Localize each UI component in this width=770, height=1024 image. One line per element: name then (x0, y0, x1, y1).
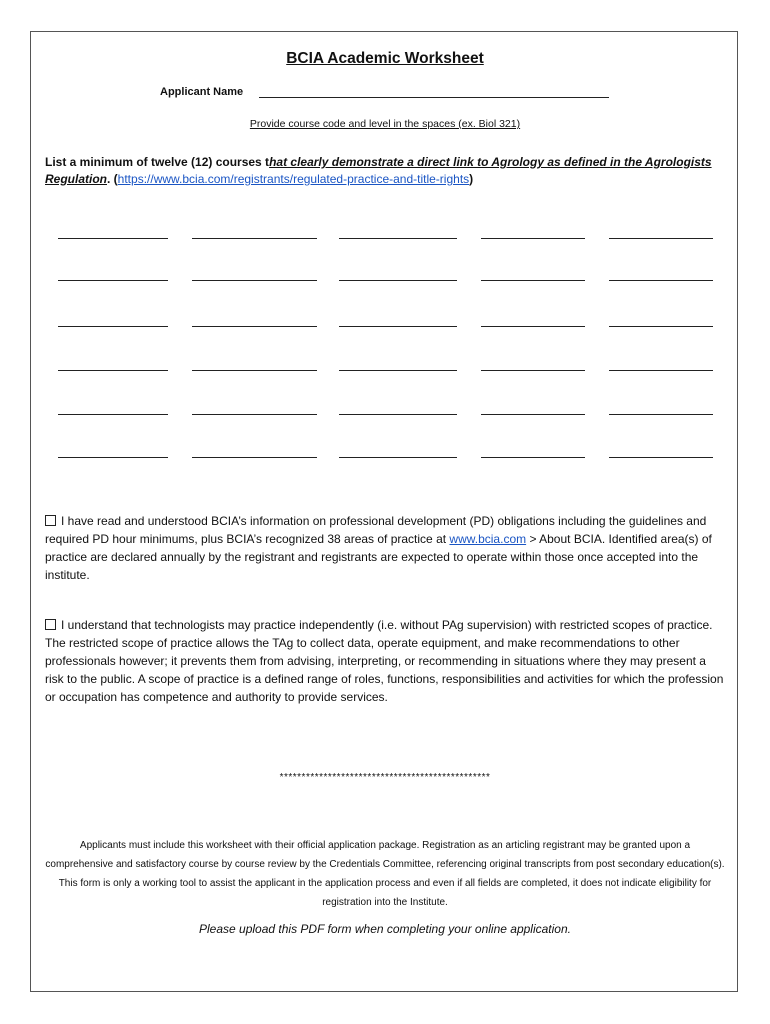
course-entry-field[interactable] (481, 370, 585, 371)
course-entry-field[interactable] (481, 326, 585, 327)
course-entry-field[interactable] (339, 370, 457, 371)
technologist-scope-checkbox[interactable] (45, 619, 56, 630)
course-entry-field[interactable] (58, 370, 168, 371)
applicant-name-row (160, 86, 609, 98)
course-entry-field[interactable] (339, 414, 457, 415)
technologist-scope-declaration (45, 616, 725, 706)
course-entry-field[interactable] (58, 457, 168, 458)
course-requirement (45, 154, 735, 188)
course-code-instruction: Provide course code and level in the spaces (ex. Biol 321) (249, 118, 521, 130)
course-entry-field[interactable] (339, 280, 457, 281)
course-entry-field[interactable] (481, 238, 585, 239)
course-entry-field[interactable] (192, 280, 317, 281)
section-separator: ************************************************ (279, 772, 491, 783)
requirement-emphasis: hat clearly demonstrate a direct link to Agrology as defined in the Agrologists Regulation (45, 155, 712, 186)
course-entry-field[interactable] (192, 414, 317, 415)
course-entry-field[interactable] (481, 414, 585, 415)
course-entry-field[interactable] (609, 414, 713, 415)
course-entry-field[interactable] (192, 238, 317, 239)
course-entry-field[interactable] (339, 238, 457, 239)
course-entry-field[interactable] (58, 238, 168, 239)
pd-obligations-checkbox[interactable] (45, 515, 56, 526)
bcia-website-link[interactable]: www.bcia.com (449, 532, 527, 546)
upload-instruction: Please upload this PDF form when completing your online application. (199, 922, 571, 936)
course-entry-field[interactable] (339, 457, 457, 458)
course-entry-field[interactable] (192, 326, 317, 327)
pd-obligations-declaration (45, 512, 725, 584)
course-entry-field[interactable] (481, 280, 585, 281)
requirement-suffix: ) (469, 172, 474, 186)
course-entry-field[interactable] (58, 280, 168, 281)
page-title: BCIA Academic Worksheet (286, 50, 484, 67)
course-entry-field[interactable] (192, 370, 317, 371)
course-entry-field[interactable] (481, 457, 585, 458)
application-footer-note: Applicants must include this worksheet with their official application package. Registration as an articling registrant may be granted upon a comprehensive and satisfactory course by course review by the Credentials Committee, referencing original transcripts from post secondary education(s). This form is only a working tool to assist the applicant in the application process and even if all fields are completed, it does not indicate eligibility for registration into the Institute. (45, 840, 725, 908)
applicant-name-label: Applicant Name (160, 86, 244, 98)
pd-declaration-text: I have read and understood BCIA’s information on professional development (PD) obligations including the guidelines and required PD hour minimums, plus BCIA’s recognized 38 areas of practice at (45, 514, 707, 546)
course-entry-field[interactable] (192, 457, 317, 458)
course-entry-field[interactable] (339, 326, 457, 327)
requirement-prefix: List a minimum of twelve (12) courses t (45, 155, 270, 169)
course-entry-field[interactable] (58, 414, 168, 415)
course-entry-field[interactable] (609, 280, 713, 281)
applicant-name-field[interactable] (259, 87, 609, 98)
course-entry-field[interactable] (58, 326, 168, 327)
requirement-separator: . ( (107, 172, 118, 186)
course-entry-field[interactable] (609, 457, 713, 458)
course-entry-field[interactable] (609, 238, 713, 239)
scope-declaration-text: I understand that technologists may practice independently (i.e. without PAg supervision) with restricted scopes of practice. The restricted scope of practice allows the TAg to collect data, operate equipment, and make recommendations to other professionals however; it prevents them from advising, interpreting, or recommending in situations where they may present a risk to the public. A scope of practice is a defined range of roles, functions, responsibilities and activities for which the profession or occupation has competence and authority to provide services. (45, 618, 724, 704)
course-entry-field[interactable] (609, 370, 713, 371)
course-entry-field[interactable] (609, 326, 713, 327)
regulated-practice-link[interactable]: https://www.bcia.com/registrants/regulated-practice-and-title-rights (117, 172, 470, 186)
pd-declaration-text-end: > About BCIA. Identified area(s) of practice are declared annually by the registrant and registrants are expected to operate within those once accepted into the institute. (45, 532, 712, 582)
